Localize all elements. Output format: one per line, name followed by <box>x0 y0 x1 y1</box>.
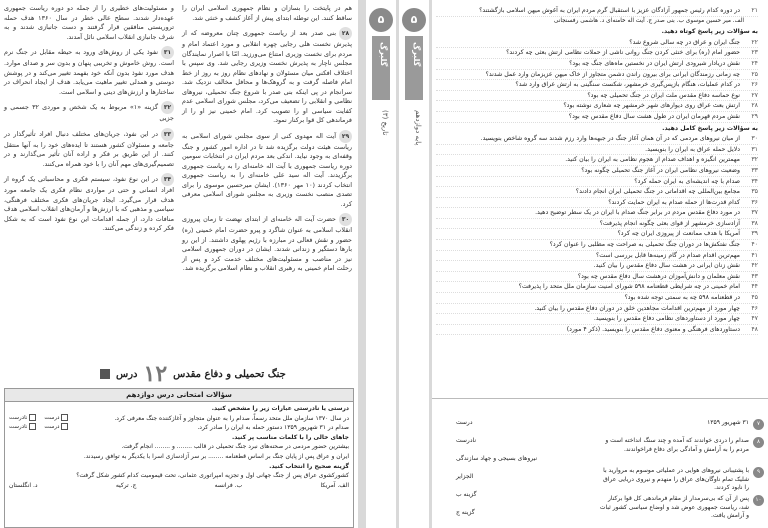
question-text: نقش معلمان و دانش‌آموزان درهشت سال دفاع مقدس چه بود؟ <box>577 272 740 280</box>
question-text: وضعیت نیروهای نظامی ایران در آغاز جنگ تحمیلی چگونه بود؟ <box>581 166 740 174</box>
question-text: نقش زنان ایرانی در هشت سال دفاع مقدس را بیان کنید. <box>593 262 740 270</box>
question-number: ۳۴ <box>751 177 758 185</box>
answer-label: گزینه ج <box>456 509 475 516</box>
question-line <box>436 80 758 91</box>
question-row: ایران و عراق پس از پایان جنگ بر اساس قطعنامه ........ بر سر آزادسازی اسرا با یکدیگر به توافق رسیدند. <box>83 452 349 460</box>
false-checkbox[interactable]: نادرست <box>9 414 36 424</box>
options-row <box>436 17 758 27</box>
question-text: امام خمینی در چه شرایطی قطعنامه ۵۹۸ شورای امنیت سازمان ملل متحد را پذیرفت؟ <box>518 283 740 291</box>
question-number: ۴۱ <box>751 251 758 259</box>
left-page <box>0 0 358 528</box>
answer-label: نادرست <box>456 437 476 444</box>
question-line <box>436 208 758 219</box>
question-text: مهم‌ترین اقدام صدام در گام زمینه‌ها قابل بررسی است؟ <box>595 251 740 259</box>
question-number: ۲۸ <box>751 102 758 110</box>
right-page <box>432 0 768 528</box>
question-text: دلایل حمله عراق به ایران را بنویسید. <box>645 145 740 153</box>
question-number: ۲۷ <box>751 91 758 99</box>
question-number: ۳۹ <box>751 230 758 238</box>
question-list <box>436 6 758 335</box>
question-line <box>436 101 758 112</box>
question-number: ۴۰ <box>751 241 758 249</box>
true-checkbox[interactable]: درست <box>44 423 68 433</box>
question-number: ۳۱ <box>751 145 758 153</box>
question-line <box>436 272 758 283</box>
lesson-title: جنگ تحمیلی و دفاع مقدس <box>173 368 286 380</box>
question-number: ۴۸ <box>751 325 758 333</box>
question-number: ۲۱ <box>751 7 758 14</box>
question-row: صدام در ۳۱ شهریور ۱۳۵۹ دستور حمله به ایران را صادر کرد. درست نادرست <box>9 424 349 432</box>
lesson-word: درس <box>116 368 138 380</box>
answer-item: ۳۱نفوذ یکی از روش‌های ورود به حیطه مقابل در جنگ نرم است. روش خاموش و تخریبی پنهان و بدون سر و صدای موارد. هدف مورد نفوذ بدون آنکه خود بفهمد تغییر می‌کند و در پوشش دوستی و همدلی تغییر ماهیت می‌یابد. هدف از ایجاد انحراف در ساختارها و ارزش‌های دینی و اسلامی است. <box>4 48 174 96</box>
answer-label: الجزایر <box>456 473 474 480</box>
question-line <box>436 261 758 272</box>
tab-subject: تاریخ (۳) <box>381 110 389 136</box>
answer-item: ۳۲گزینه «۱» مربوط به یک شخص و موردی ۳۲ جسمی و جزیی <box>4 103 174 122</box>
answer-item: و مسئولیت‌های خطیری را از جمله دو دوره ریاست جمهوری عهده‌دار شدند. سطح عالی خطر در سال ۱۳۶۰ هدف حمله تروریستی منافقین قرار گرفتند و دست جانبازی شدند و به شرف جانبازی انقلاب اسلامی نائل آمدند. <box>4 4 174 41</box>
question-line <box>436 134 758 145</box>
question-number: ۳۲ <box>751 156 758 164</box>
question-number: ۳۵ <box>751 188 758 196</box>
tab-number: ۵ <box>402 8 426 32</box>
question-number: ۴۲ <box>751 262 758 270</box>
question-number: ۳۸ <box>751 219 758 227</box>
question-row: کشورکشوی عراق پس از جنگ جهانی اول و تجزیه امپراتوری عثمانی، تحت قیمومیت کدام کشور شکل گرفت؟ <box>76 472 349 480</box>
question-number: ۲۳ <box>751 49 758 57</box>
section-heading: به سؤالات زیر پاسخ کوتاه دهید. <box>661 28 758 36</box>
question-number: ۲۴ <box>751 59 758 67</box>
question-line <box>436 304 758 315</box>
question-number: ۲۲ <box>751 38 758 46</box>
section-heading: گزینه صحیح را انتخاب کنید. <box>269 462 349 470</box>
question-text: در مورد دفاع مقدس مردم در برابر جنگ صدام با ایران در یک سطر توضیح دهید. <box>535 209 740 217</box>
question-line <box>436 48 758 59</box>
question-text: از میان نیروهای مردمی که در آن همان آغاز جنگ در جبهه‌ها وارد رزم شدند سه گروه شاخص بنویسید. <box>480 135 740 143</box>
question-line <box>436 240 758 251</box>
question-line <box>436 293 758 304</box>
question-text: آزادسازی خرمشهر از قوای بعثی چگونه انجام پذیرفت؟ <box>599 219 740 227</box>
question-number: ۳۷ <box>751 209 758 217</box>
section-heading: به سؤالات زیر پاسخ کامل دهید. <box>662 124 758 132</box>
answer-item: ۲۸بنی صدر بعد از ریاست جمهوری چنان معروضه که از پذیرش نخست هلی رجایی چهره انقلابی و مورد اعتماد امام و مردم برای نخست وزیری امتناع می‌ورزید. امّا با اصرار نمایندگان مجلس ناچار به پذیرش نخست وزیری رجایی شد. وی سپس با اختلاف افکنی میان مسئولان و نهادهای نظام روز به روز از خط امام فاصله گرفت و به گروهک‌ها و محافل مخالف نزدیک شد. سرانجام در پی اینکه بنی صدر با شروع جنگ تحمیلی، نیرو‌های نظامی و انقلابی را تضعیف می‌کرد، مجلس شورای اسلامی عدم کفایت سیاسی او را تصویب کرد. امام خمینی نیز او را از فرماندهی کل قوا برکنار نمود. <box>182 29 352 124</box>
question-number: ۳۰ <box>751 135 758 143</box>
left-page-column-left <box>4 4 174 238</box>
section-heading: جاهای خالی را با کلمات مناسب پر کنید. <box>231 433 349 441</box>
question-text: چه زمانی رزمندگان ایرانی برای بیرون راندن دشمن متجاوز از خاک میهن عزیزمان وارد عمل شدند؟ <box>485 70 740 78</box>
answer-label: درست <box>456 419 473 426</box>
option[interactable]: د. انگلستان <box>9 481 38 489</box>
options-row <box>9 481 349 491</box>
question-text: دستاوردهای فرهنگی و معنوی دفاع مقدس را بنویسید. (ذکر ۴ مورد) <box>566 325 740 333</box>
question-text: آمریکا با هدف ممانعت از پیروزی ایران چه کرد؟ <box>617 230 740 238</box>
question-text: نقش مردم قهرمان ایران در طول هشت سال دفاع مقدس چه بود؟ <box>568 112 740 120</box>
question-line <box>436 251 758 262</box>
question-line <box>436 282 758 293</box>
left-page-column-right <box>182 4 352 278</box>
question-number: ۴۵ <box>751 294 758 302</box>
question-line <box>436 314 758 325</box>
question-text: مجامع بین‌المللی چه اقداماتی در جنگ تحمیلی ایران انجام دادند؟ <box>575 188 740 196</box>
question-line <box>436 155 758 166</box>
tab-grade: پایه دوازدهم <box>414 110 422 146</box>
question-line <box>436 59 758 70</box>
question-line <box>436 145 758 156</box>
question-number: ۴۴ <box>751 283 758 291</box>
exam-questions-box <box>4 388 354 528</box>
side-tab-history <box>366 0 396 528</box>
question-text: در دوره کدام رئیس جمهور آزادگان عزیز با استقبال گرم مردم ایران به آغوش میهن اسلامی بازگشتند؟ <box>479 7 740 14</box>
answer-item: ۹ با پشتیبانی نیروهای هوایی در عملیاتی موسوم به مروارید با شلیک تمام ناوگان‌های عراق را منهدم و نیروی دریایی عراق را نابود کردند. <box>599 467 764 493</box>
option[interactable]: ج. ترکیه <box>115 481 137 489</box>
question-row: بیشترین حضور مردمی در صحنه‌های نبرد جنگ تحمیلی در قالب ........ و ........ انجام گرفت. <box>121 443 349 451</box>
question-line <box>436 6 758 17</box>
question-text: صدام با چه اندیشه‌ای به ایران حمله کرد؟ <box>634 177 740 185</box>
section-heading: درستی یا نادرستی عبارات زیر را مشخص کنید. <box>211 405 349 412</box>
answer-item: ۳۰حضرت آیت اله خامنه‌ای از ابتدای نهضت تا زمان پیروزی انقلاب اسلامی به عنوان شاگرد و پیرو حضرت امام خمینی (ره) حضور و نقش فعالی در مبارزه با رژیم پهلوی داشتند. از این رو بارها دستگیر و زندانی شدند. ایشان در دوران جمهوری اسلامی نیز در مناصب و مسئولیت‌های مختلف خدمت کرد و پس از رحلت امام خمینی به رهبری انقلاب و نظام اسلامی برگزیده شد. <box>182 215 352 272</box>
question-text: الف. میر حسین موسوی ب. بنی صدر ج. آیت اله خامنه‌ای د. هاشمی رفسنجانی <box>553 17 744 24</box>
question-line <box>436 219 758 230</box>
question-line <box>436 112 758 123</box>
question-line <box>436 177 758 188</box>
answer-item: ۷ ۳۱ شهریور ۱۳۵۹ <box>599 419 764 430</box>
question-text: جنگ ایران و عراق در چه سالی شروع شد؟ <box>629 38 740 46</box>
question-line <box>436 325 758 336</box>
false-checkbox[interactable]: نادرست <box>9 423 36 433</box>
question-text: نقش دریادار شیرودی ارتش ایران در نخستین ماه‌های جنگ چه بود؟ <box>569 59 740 67</box>
question-text: جنگ نفتکش‌ها در دوران جنگ تحمیلی به صراحت چه مطلبی را عنوان کرد؟ <box>549 241 740 249</box>
question-line <box>436 166 758 177</box>
tab-brand: گلبرگ <box>379 42 388 67</box>
question-line <box>436 198 758 209</box>
answer-item: ۸ صدام را دردی خواندند که آمده و چند سنگ انداخته است و مردم را به آرامش و آمادگی برای دفاع فراخواندند. <box>599 437 764 454</box>
answer-item: ۱۰ پس از آن که بی‌سر‌مدار از مقام فرماندهی کل قوا برکنار شد، ریاست جمهوری عوض شد و اوضاع سیاسی کشور ثبات و آرامش یافت. <box>599 495 764 521</box>
question-line <box>436 70 758 81</box>
lesson-number: ۱۲ <box>143 361 168 387</box>
question-text: نوع حماسه دفاع مقدس ملت ایران در جنگ تحمیلی چه بود؟ <box>587 91 740 99</box>
question-number: ۲۵ <box>751 70 758 78</box>
answer-label: گزینه ب <box>456 491 477 498</box>
question-text: کدام قدرت‌ها از حمله صدام به ایران حمایت کردند؟ <box>608 198 740 206</box>
lesson-header <box>100 362 350 386</box>
option[interactable]: ب. فرانسه <box>214 481 243 489</box>
exam-title: سؤالات امتحانی درس دوازدهم <box>5 389 353 402</box>
true-checkbox[interactable]: درست <box>44 414 68 424</box>
lesson-marker-icon <box>100 369 110 379</box>
answer-item: ۲۹آیت اله مهدوی کنی از سوی مجلس شورای اسلامی به ریاست هیئت دولت برگزیده شد تا در اداره امور کشور و جنگ وقفه‌ای به وجود نیاید. اندکی بعد مردم ایران در انتخابات سومین دوره ریاست جمهوری با آیت اله خامنه‌ای را به ریاست جمهوری برگزیدند. آیت اله سید علی خامنه‌ای را به ریاست جمهوری انتخاب کردند (۱۰ مهر ۱۳۶۰). ایشان میرحسین موسوی را برای تصدی منصب نخست وزیری به مجلس شورای اسلامی معرفی کرد. <box>182 131 352 208</box>
question-text: در قطعنامه ۵۹۸ چه به سمتی توجه شده بود؟ <box>624 294 740 302</box>
answer-label: نیروهای بسیجی و جهاد سازندگی <box>456 455 538 462</box>
question-text: چهار مورد از مهم‌ترین اقدامات مجاهدین خلق در دوران دفاع مقدس را بیان کنید. <box>534 304 740 312</box>
answer-item: ۳۳در این نفوذ، جریان‌های مختلف دنبال افراد تأثیرگذار در جامعه و مسئولان کشور هستند تا ایده‌های خود را به آنها منتقل کنند. از این طریق بر فکر و اراده آنان تأثیر می‌گذارند و در تصمیم‌گیری‌های مهم آنان را با خود همراه می‌کنند. <box>4 129 174 168</box>
side-tab-grade <box>399 0 429 528</box>
question-number: ۳۳ <box>751 166 758 174</box>
question-number: ۳۶ <box>751 198 758 206</box>
question-number: ۴۳ <box>751 272 758 280</box>
question-line <box>436 38 758 49</box>
answers-section <box>432 398 768 528</box>
question-text: چهار مورد از دستاوردهای نظامی دفاع مقدس را بنویسید. <box>593 315 740 323</box>
question-number: ۴۶ <box>751 304 758 312</box>
tab-number: ۵ <box>369 8 393 32</box>
question-number: ۴۷ <box>751 315 758 323</box>
question-line <box>436 187 758 198</box>
question-line <box>436 91 758 102</box>
question-line <box>436 229 758 240</box>
question-row: در سال ۱۳۷۰ سازمان ملل متحد رسماً، صدام را به عنوان متجاوز و آغازکننده جنگ معرفی کرد. درست نادرست <box>9 414 349 422</box>
tab-brand: گلبرگ <box>412 42 421 67</box>
question-number: ۲۶ <box>751 81 758 89</box>
question-number: ۲۹ <box>751 112 758 120</box>
answer-item: ۳۴در این نوع نفوذ، سیستم فکری و محاسباتی یک گروه از افراد انسانی و حتی در مواردی نظام فکری یک جامعه مورد هدف قرار می‌گیرد. ایجاد جریان‌های فکری مختلف فرهنگی، سیاسی و مذهبی که با ارزش‌ها و آرمان‌های انقلاب اسلامی هدف منافات دارد، از جمله اقدامات این نوع نفوذ است که به شکل فکر کرده و زندگی می‌کنند. <box>4 175 174 232</box>
question-text: در کدام عملیات، هنگام بازپس‌گیری خرمشهر، شکست سنگینی به ارتش عراق وارد شد؟ <box>515 81 740 89</box>
question-text: حضور امام (ره) برای خنثی کردن جنگ روانی ناشی از حملات نظامی ارتش بعثی چه کردند؟ <box>506 49 740 57</box>
question-text: ارتش بعث عراق روی دیوارهای شهر خرمشهر چه شعاری نوشته بود؟ <box>563 102 740 110</box>
option[interactable]: الف. آمریکا <box>320 481 349 489</box>
question-text: مهمترین انگیزه و اهداف صدام از هجوم نظامی به ایران را بیان کنید. <box>565 156 740 164</box>
answer-item: هم در پایتخت را بسازان و نظام جمهوری اسلامی ایران را ساقط کنند. این توطئه ابتدای پیش از آغاز کشف و خنثی شد. <box>182 4 352 22</box>
